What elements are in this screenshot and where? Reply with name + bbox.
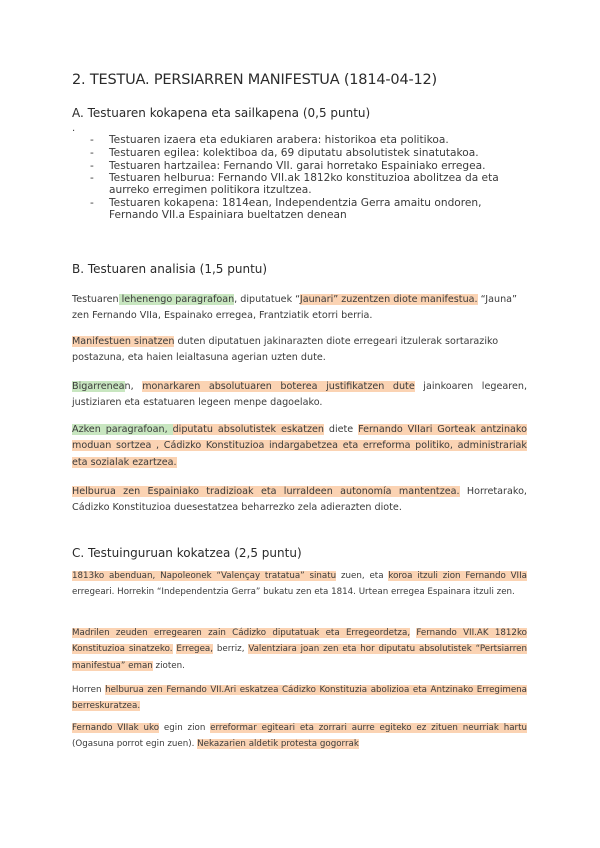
highlight-orange: helburua zen Fernando VII.Ari eskatzea Cádizko Konstituzia abolizioa eta Antzinako Erregimena berreskuratzea. <box>72 685 527 712</box>
section-c-heading: C. Testuinguruan kokatzea (2,5 puntu) <box>72 546 302 560</box>
text-run: Horren <box>72 685 106 695</box>
section-b-heading: B. Testuaren analisia (1,5 puntu) <box>72 262 268 276</box>
highlight-orange: 1813ko abenduan, Napoleonek “Valençay tratatua” sinatu <box>72 571 337 581</box>
highlight-orange: erreformar egiteari eta zorrari aurre egiteko ez zituen neurriak hartu <box>210 723 528 733</box>
text-run: egin zion <box>159 723 211 733</box>
document-title: 2. TESTUA. PERSIARREN MANIFESTUA (1814-04-12) <box>72 72 438 88</box>
text-run: zioten. <box>152 660 185 671</box>
text-run: “Jauna” zen Fernando VIIa, Espainako erregea, Frantziatik etorri berria. <box>72 294 518 322</box>
stray-dot: . <box>72 123 76 134</box>
text-run: jainkoaren legearen, justiziaren eta estatuaren legeen menpe dagoelako. <box>72 381 527 409</box>
list-item: - Testuaren kokapena: 1814ean, Independentzia Gerra amaitu ondoren, Fernando VII.a Espainiara bueltatzen denean <box>72 198 527 222</box>
text-run: Horretarako, Cádizko Konstituzioa duesestatzea beharrezko zela adierazten diote. <box>72 486 527 514</box>
text-run: n, <box>124 381 143 392</box>
highlight-orange: Nekazarien aldetik protesta gogorrak <box>197 739 359 750</box>
text-run: erregeari. Horrekin “Independentzia Gerra” bukatu zen eta 1814. Urtean erregea Espainara itzuli zen. <box>72 587 515 598</box>
text-run: berriz, <box>213 644 249 655</box>
text-run: diete <box>323 424 359 435</box>
list-item: - Testuaren egilea: kolektiboa da, 69 diputatu absolutistek sinatutakoa. <box>72 148 527 160</box>
analysis-paragraph-4 <box>72 484 527 517</box>
text-run: duten diputatuen jakinarazten diote erregeari itzulerak sortaraziko postazuna, eta haien leialtasuna agerian uzten dute. <box>72 336 499 364</box>
highlight-green: Azken paragrafoan, <box>72 424 173 435</box>
text-run: zuen, eta <box>336 571 389 581</box>
context-paragraph-4 <box>72 720 527 753</box>
highlight-orange: Fernando VIIak uko <box>72 723 160 733</box>
text-run: Testuaren <box>72 294 119 305</box>
highlight-orange: Valentziara joan zen eta hor diputatu absolutistek “Pertsiarren manifestua” eman <box>72 644 527 671</box>
text-run: (Ogasuna porrot egin zuen). <box>72 739 198 750</box>
list-item: - Testuaren izaera eta edukiaren arabera: historikoa eta politikoa. <box>72 135 527 147</box>
context-paragraph-3 <box>72 682 527 715</box>
highlight-orange: Helburua zen Espainiako tradizioak eta lurraldeen autonomía mantentzea. <box>72 486 460 497</box>
analysis-paragraph-1b <box>72 334 527 367</box>
classification-list <box>72 135 527 223</box>
highlight-orange: Erregea, <box>176 644 213 655</box>
context-paragraph-2 <box>72 625 527 674</box>
analysis-paragraph-3 <box>72 422 527 471</box>
highlight-orange: Fernando VIIari Gorteak antzinako moduan sortzea , Cádizko Konstituzioa indargabetzea eta erreforma politiko, administrariak eta sozialak ezartzea. <box>72 424 528 468</box>
analysis-paragraph-1 <box>72 292 527 325</box>
text-run: , diputatuek “ <box>234 294 300 305</box>
highlight-green: Bigarrenea <box>72 381 125 392</box>
highlight-orange: Fernando VII.AK 1812ko Konstituzioa sinatzeko. <box>72 628 527 655</box>
highlight-orange: Manifestuen sinatzen <box>72 336 175 347</box>
highlight-orange: Jaunari” zuzentzen diote manifestua. <box>299 294 478 305</box>
highlight-orange: Madrilen zeuden erregearen zain Cádizko diputatuak eta Erregeordetza, <box>72 628 411 638</box>
highlight-orange: koroa itzuli zion Fernando VIIa <box>388 571 527 581</box>
section-a-heading: A. Testuaren kokapena eta sailkapena (0,5 puntu) <box>72 106 371 120</box>
list-item: - Testuaren helburua: Fernando VII.ak 1812ko konstituzioa abolitzea da eta aurreko erregimen politikora itzultzea. <box>72 173 527 197</box>
context-paragraph-1 <box>72 568 527 601</box>
list-item: - Testuaren hartzailea: Fernando VII. garai horretako Espainiako erregea. <box>72 161 527 173</box>
analysis-paragraph-2 <box>72 379 527 412</box>
highlight-orange: diputatu absolutistek eskatzen <box>172 424 324 435</box>
highlight-orange: monarkaren absolutuaren boterea justifikatzen dute <box>142 381 415 392</box>
highlight-green: lehenengo paragrafoan <box>118 294 235 305</box>
